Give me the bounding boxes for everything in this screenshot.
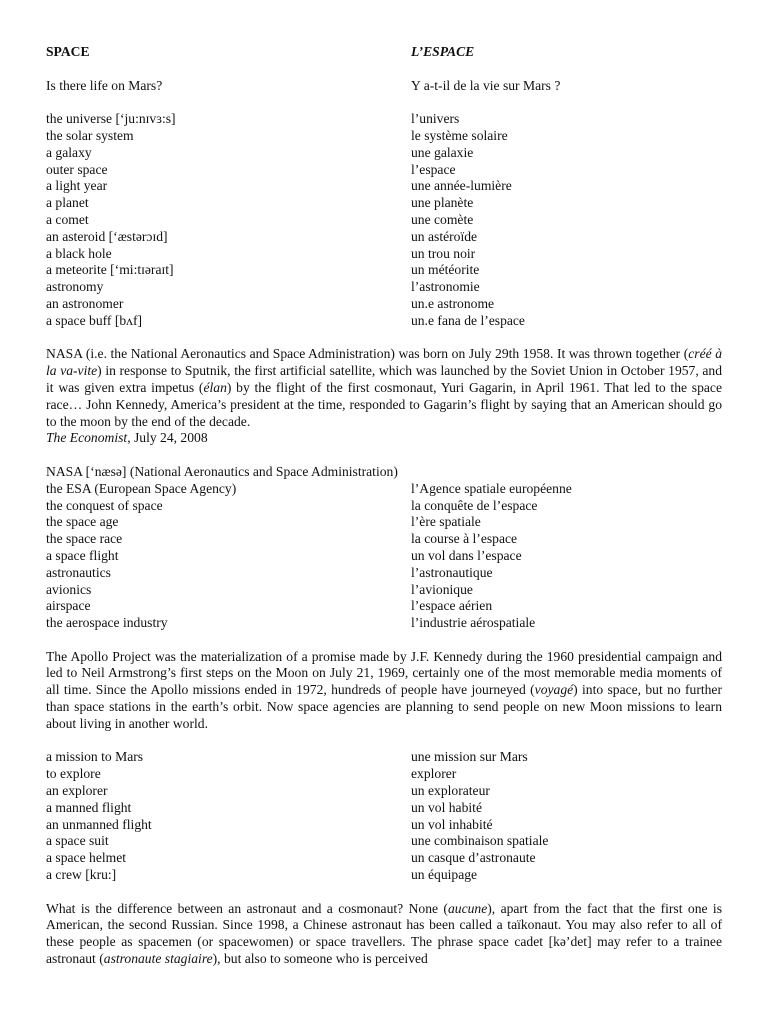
vocab-row [46, 514, 722, 531]
vocab-row [46, 565, 722, 582]
paragraph-apollo [46, 649, 722, 733]
vocab-row [46, 498, 722, 515]
vocab-row [46, 582, 722, 599]
term-french: une mission sur Mars [411, 749, 528, 765]
vocab-row [46, 229, 722, 246]
paragraph-nasa [46, 346, 722, 447]
vocab-row [46, 145, 722, 162]
vocab-row [46, 531, 722, 548]
vocab-row [46, 867, 722, 884]
term-english: astronautics [46, 564, 111, 580]
term-english: the space age [46, 514, 119, 530]
term-french: une planète [411, 195, 474, 211]
term-english: a galaxy [46, 144, 92, 160]
term-english: a light year [46, 178, 108, 194]
term-french: une année-lumière [411, 178, 512, 194]
term-french: l’Agence spatiale européenne [411, 480, 572, 496]
term-english: a meteorite [‘mi:tɪəraɪt] [46, 262, 174, 278]
term-french: un vol dans l’espace [411, 547, 522, 563]
term-english: an asteroid [‘æstərɔɪd] [46, 228, 168, 244]
nasa-line: NASA [‘næsə] (National Aeronautics and Space Administration) [46, 463, 398, 479]
term-english: the conquest of space [46, 497, 163, 513]
question-english: Is there life on Mars? [46, 77, 163, 93]
source-publication: The Economist [46, 430, 128, 446]
vocab-row [46, 850, 722, 867]
vocab-row [46, 783, 722, 800]
vocab-row [46, 481, 722, 498]
term-english: a comet [46, 211, 89, 227]
term-french: une comète [411, 211, 474, 227]
vocab-row [46, 817, 722, 834]
para1-italic-b: élan [203, 379, 227, 395]
question-french: Y a-t-il de la vie sur Mars ? [411, 77, 561, 93]
term-english: an unmanned flight [46, 816, 152, 832]
term-french: l’ère spatiale [411, 514, 481, 530]
term-english: the universe [‘ju:nɪvɜ:s] [46, 111, 176, 127]
term-french: un.e astronome [411, 295, 495, 311]
para2-text-a: The Apollo Project was the materialization of a promise made by J.F. Kennedy during the 1960 presidential campaign and led to Neil Armstrong’s first steps on the Moon on July 21, 1969, certainly one of the most memorable media moments of all time. Since the Apollo missions ended in 1972, hundreds of people have journeyed ( [46, 648, 722, 698]
term-english: an astronomer [46, 295, 124, 311]
page-header [46, 44, 722, 61]
para1-text-c: ) by the flight of the first cosmonaut, Yuri Gagarin, in April 1961. That led to the space race… John Kennedy, America’s president at the time, responded to Gagarin’s flight by saying that an American should go to the moon by the end of the decade. [46, 379, 722, 429]
vocab-row [46, 246, 722, 263]
term-french: l’astronautique [411, 564, 493, 580]
vocab-row [46, 833, 722, 850]
para1-italic-a: créé à la va-vite [46, 346, 723, 379]
para1-text-a: NASA (i.e. the National Aeronautics and Space Administration) was born on July 29th 1958. It was thrown together ( [46, 346, 689, 362]
vocab-row [46, 212, 722, 229]
term-english: a space suit [46, 833, 109, 849]
term-english: to explore [46, 766, 101, 782]
term-french: une galaxie [411, 144, 474, 160]
term-english: the solar system [46, 127, 134, 143]
vocab-list-2 [46, 481, 722, 632]
term-english: the ESA (European Space Agency) [46, 480, 237, 496]
term-english: a space helmet [46, 850, 127, 866]
vocab-row [46, 598, 722, 615]
vocab-row [46, 548, 722, 565]
term-english: a planet [46, 195, 89, 211]
term-english: a manned flight [46, 799, 132, 815]
term-english: the aerospace industry [46, 615, 168, 631]
title-french: L’ESPACE [411, 44, 475, 59]
vocab-row [46, 262, 722, 279]
term-english: astronomy [46, 279, 104, 295]
term-french: le système solaire [411, 127, 508, 143]
term-french: un vol habité [411, 799, 482, 815]
para3-italic-a: aucune [447, 900, 488, 916]
vocab-row [46, 178, 722, 195]
para2-italic-a: voyagé [534, 682, 574, 698]
term-english: the space race [46, 531, 123, 547]
term-english: a space buff [bʌf] [46, 312, 142, 328]
term-french: un.e fana de l’espace [411, 312, 525, 328]
term-english: airspace [46, 598, 91, 614]
term-french: la conquête de l’espace [411, 497, 538, 513]
term-french: un équipage [411, 867, 478, 883]
vocab-row [46, 615, 722, 632]
term-french: un vol inhabité [411, 816, 493, 832]
term-french: l’avionique [411, 581, 473, 597]
vocab-row [46, 296, 722, 313]
term-french: un astéroïde [411, 228, 478, 244]
term-french: explorer [411, 766, 457, 782]
vocab-row [46, 128, 722, 145]
term-french: un météorite [411, 262, 480, 278]
term-english: an explorer [46, 783, 108, 799]
vocab-row [46, 162, 722, 179]
para3-text-a: What is the difference between an astronaut and a cosmonaut? None ( [46, 900, 448, 916]
term-french: un trou noir [411, 245, 476, 261]
vocab-row [46, 279, 722, 296]
vocab-row [46, 195, 722, 212]
term-french: une combinaison spatiale [411, 833, 549, 849]
term-english: outer space [46, 161, 108, 177]
vocab-section-2 [46, 464, 722, 632]
term-french: l’univers [411, 111, 460, 127]
term-english: a crew [kru:] [46, 867, 117, 883]
question-row [46, 78, 722, 95]
paragraph-astronaut [46, 901, 722, 968]
vocab-list-3 [46, 749, 722, 883]
term-french: l’astronomie [411, 279, 480, 295]
term-french: un casque d’astronaute [411, 850, 536, 866]
term-french: l’espace [411, 161, 456, 177]
term-french: un explorateur [411, 783, 490, 799]
term-french: l’industrie aérospatiale [411, 615, 536, 631]
vocab-row [46, 800, 722, 817]
vocab-list-1 [46, 111, 722, 329]
term-french: l’espace aérien [411, 598, 493, 614]
source-date: , July 24, 2008 [127, 430, 208, 446]
vocab-row [46, 766, 722, 783]
title-english: SPACE [46, 44, 90, 59]
term-english: a black hole [46, 245, 112, 261]
para3-text-b: ), apart from the fact that the first one is American, the second Russian. Since 1998, a Chinese astronaut has been called a taïkonaut. You may also refer to all of these people as spacemen (or spacewomen) or space travellers. The phrase space cadet [kə’det] may refer to a trainee astronaut ( [46, 900, 722, 967]
term-french: la course à l’espace [411, 531, 518, 547]
vocab-row [46, 749, 722, 766]
para3-text-c: ), but also to someone who is perceived [212, 951, 428, 967]
term-english: a mission to Mars [46, 749, 144, 765]
vocab-row [46, 111, 722, 128]
para1-text-b: ) in response to Sputnik, the first artificial satellite, which was launched by the Soviet Union in October 1957, and it was given extra impetus ( [46, 363, 722, 395]
vocab-row [46, 313, 722, 330]
term-english: a space flight [46, 547, 119, 563]
para3-italic-b: astronaute stagiaire [103, 951, 213, 967]
term-english: avionics [46, 581, 92, 597]
para2-text-b: ) into space, but no further than space stations in the earth’s orbit. Now space agencies are planning to send people on new Moon missions to learn about living in another world. [46, 682, 722, 731]
